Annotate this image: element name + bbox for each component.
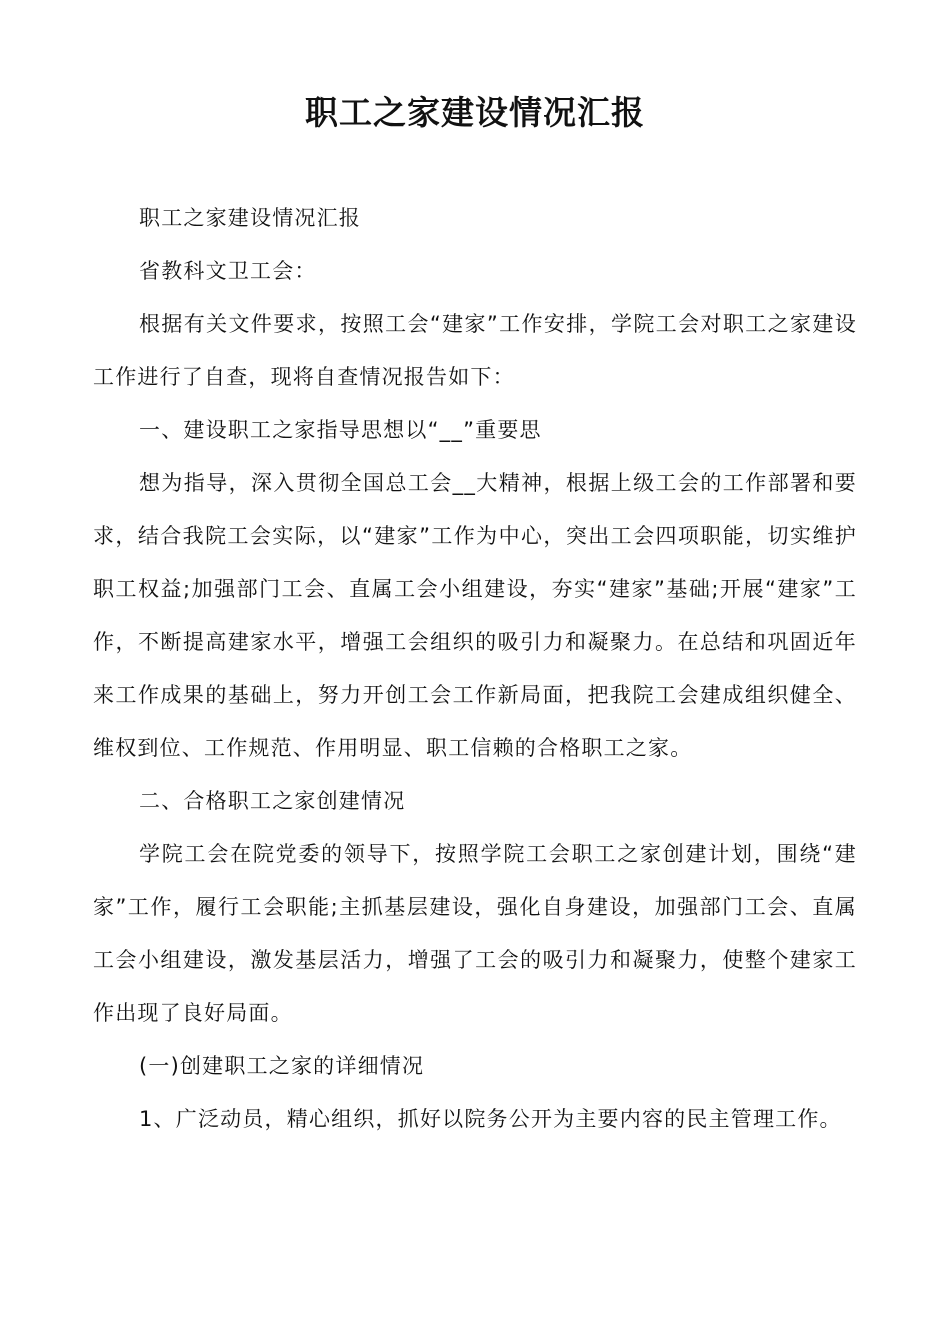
paragraph-creation-overview: 学院工会在院党委的领导下，按照学院工会职工之家创建计划，围绕“建家”工作，履行工会职能;主抓基层建设，强化自身建设，加强部门工会、直属工会小组建设，激发基层活力，增强了工会的吸引力和凝聚力，使整个建家工作出现了良好局面。 bbox=[93, 842, 857, 1025]
paragraph-subsection-heading: (一)创建职工之家的详细情况 bbox=[139, 1054, 425, 1078]
paragraph-intro: 根据有关文件要求，按照工会“建家”工作安排，学院工会对职工之家建设工作进行了自查，现将自查情况报告如下： bbox=[93, 312, 857, 389]
paragraph-recipient: 省教科文卫工会： bbox=[139, 259, 317, 283]
document-title: 职工之家建设情况汇报 bbox=[305, 93, 645, 132]
paragraph-section-one-heading: 一、建设职工之家指导思想以“__”重要思 bbox=[139, 418, 542, 442]
document-body bbox=[93, 192, 857, 1146]
paragraph-item-one: 1、广泛动员，精心组织，抓好以院务公开为主要内容的民主管理工作。 bbox=[139, 1107, 842, 1131]
paragraph-section-two-heading: 二、合格职工之家创建情况 bbox=[139, 789, 406, 813]
paragraph-heading-repeat: 职工之家建设情况汇报 bbox=[139, 206, 361, 230]
paragraph-guiding-thought: 想为指导，深入贯彻全国总工会__大精神，根据上级工会的工作部署和要求，结合我院工会实际，以“建家”工作为中心，突出工会四项职能，切实维护职工权益;加强部门工会、直属工会小组建设，夯实“建家”基础;开展“建家”工作，不断提高建家水平，增强工会组织的吸引力和凝聚力。在总结和巩固近年来工作成果的基础上，努力开创工会工作新局面，把我院工会建成组织健全、维权到位、工作规范、作用明显、职工信赖的合格职工之家。 bbox=[93, 471, 857, 760]
